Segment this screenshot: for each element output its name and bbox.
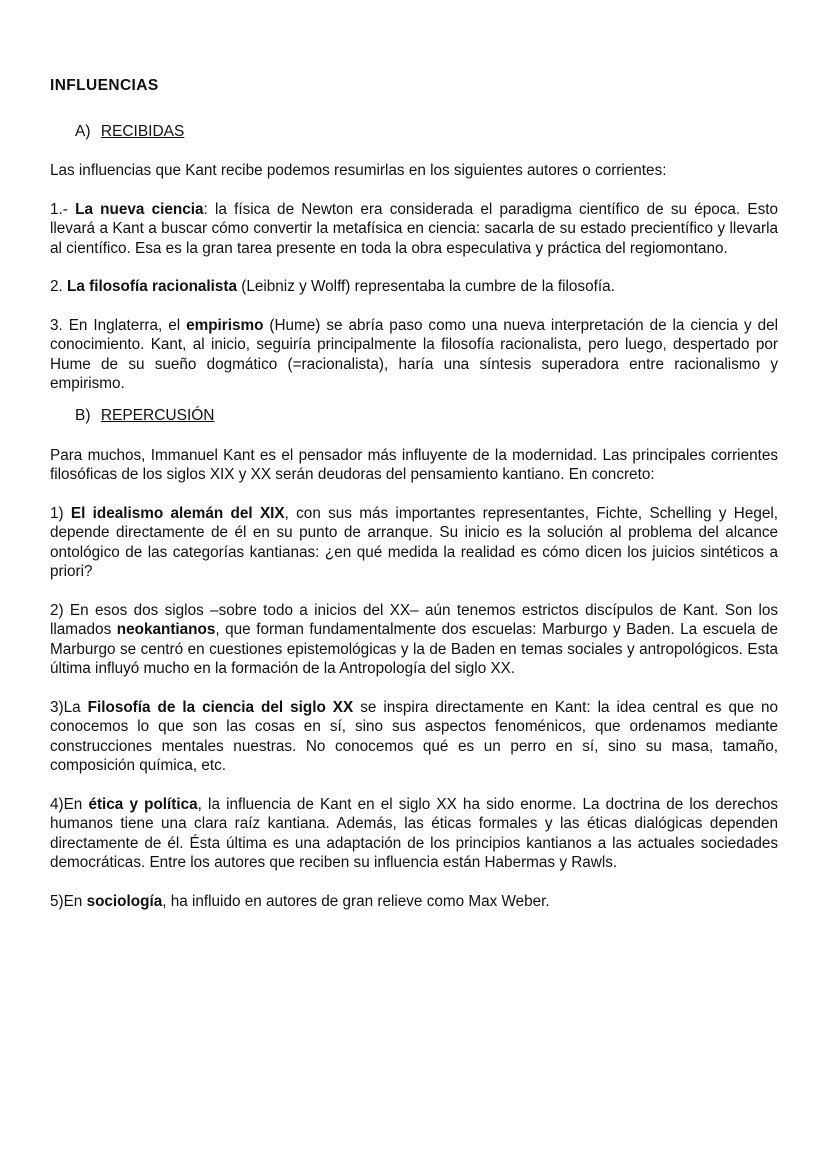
item-b-4: 4)En ética y política, la influencia de Kant en el siglo XX ha sido enorme. La doctrina de los derechos humanos tiene una clara raíz kantiana. Además, las éticas formales y las éticas dialógicas dependen directamente de él. Ésta última es una adaptación de los principios kantianos a las actuales sociedades democráticas. Entre los autores que reciben su influencia están Habermas y Rawls. <box>50 795 779 871</box>
item-b-1: 1) El idealismo alemán del XIX, con sus más importantes representantes, Fichte, Schelling y Hegel, depende directamente de él en su punto de arranque. Su inicio es la solución al problema del alcance ontológico de las categorías kantianas: ¿en qué medida la realidad es cómo dicen los juicios sintéticos a priori? <box>50 504 778 580</box>
intro-b-paragraph: Para muchos, Immanuel Kant es el pensador más influyente de la modernidad. Las principales corrientes filosóficas de los siglos XIX y XX serán deudoras del pensamiento kantiano. En concreto: <box>50 446 778 483</box>
section-b-letter: B) <box>75 406 91 424</box>
page-title: INFLUENCIAS <box>50 77 159 94</box>
item-a-2: 2. La filosofía racionalista (Leibniz y Wolff) representaba la cumbre de la filosofía. <box>50 278 615 295</box>
item-b-5: 5)En sociología, ha influido en autores de gran relieve como Max Weber. <box>50 892 550 910</box>
section-b-title: REPERCUSIÓN <box>100 406 215 424</box>
section-a-heading <box>75 122 778 141</box>
item-b-3: 3)La Filosofía de la ciencia del siglo XX se inspira directamente en Kant: la idea central es que no conocemos lo que son las cosas en sí, sino sus aspectos fenoménicos, que ordenamos mediante construcciones mentales nuestras. No conocemos qué es un perro en sí, sino su masa, tamaño, composición química, etc. <box>50 698 779 774</box>
item-b-2: 2) En esos dos siglos –sobre todo a inicios del XX– aún tenemos estrictos discípulos de Kant. Son los llamados neokantianos, que forman fundamentalmente dos escuelas: Marburgo y Baden. La escuela de Marburgo se centró en cuestiones epistemológicas y la de Baden en temas sociales y antropológicos. Esta última influyó mucho en la formación de la Antropología del siglo XX. <box>50 601 779 677</box>
section-a-title: RECIBIDAS <box>100 123 185 140</box>
intro-a-paragraph: Las influencias que Kant recibe podemos resumirlas en los siguientes autores o corrientes: <box>50 162 667 179</box>
section-b-heading <box>75 406 778 425</box>
item-a-1: 1.- La nueva ciencia: la física de Newton era considerada el paradigma científico de su época. Esto llevará a Kant a buscar cómo convertir la metafísica en ciencia: sacarla de su estado precientífico y llevarla al científico. Esa es la gran tarea presente en toda la obra especulativa y práctica del regiomontano. <box>50 200 778 257</box>
item-a-3: 3. En Inglaterra, el empirismo (Hume) se abría paso como una nueva interpretación de la ciencia y del conocimiento. Kant, al inicio, seguiría principalmente la filosofía racionalista, pero luego, despertado por Hume de su sueño dogmático (=racionalista), haría una síntesis superadora entre racionalismo y empirismo. <box>50 316 779 392</box>
section-a-letter: A) <box>75 123 91 140</box>
